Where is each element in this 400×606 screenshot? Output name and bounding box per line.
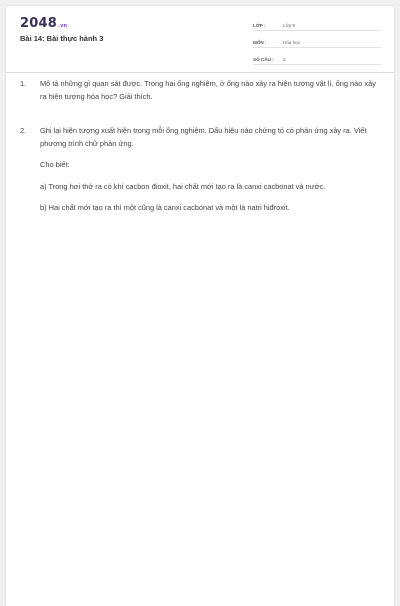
given-label: Cho biết: [40,160,70,169]
document-header [6,6,394,73]
given-item-a: a) Trong hơi thở ra có khí cacbon đioxit, hai chất mới tạo ra là canxi cacbonat và nước. [40,181,326,191]
meta-key: SỐ CÂU : [253,57,274,62]
meta-value: Hóa học [283,40,301,45]
question-body [40,78,384,112]
question-number: 1. [20,79,27,88]
question-number: 2. [20,126,27,135]
meta-row-subject [253,33,381,48]
logo-suffix: .vn [57,23,68,29]
meta-info [253,16,381,67]
question-item [20,125,384,224]
document-page [6,6,394,606]
meta-value: Lớp 8 [283,23,295,28]
given-item-b: b) Hai chất mới tạo ra thì một cũng là canxi cacbonat và một là natri hiđroxit. [40,203,290,212]
question-text: Mô tả những gì quan sát được. Trong hai ống nghiệm, ở ống nào xảy ra hiện tượng vật lí, ống nào xảy ra hiện tượng hóa học? Giải thích. [40,79,376,101]
lesson-title: Bài 14: Bài thực hành 3 [20,34,104,43]
meta-value: 2 [283,57,286,62]
site-logo[interactable] [20,16,67,31]
meta-key: LỚP : [253,23,266,28]
meta-row-class [253,16,381,31]
question-body [40,125,384,224]
question-text: Ghi lại hiện tượng xuất hiện trong mỗi ống nghiệm. Dấu hiệu nào chứng tỏ có phản ứng xảy ra. Viết phương trình chữ phản ứng. [40,126,367,148]
meta-key: MÔN : [253,40,267,45]
question-list [20,78,384,237]
logo-text: 2048 [20,16,57,31]
question-item [20,78,384,112]
meta-row-question-count [253,50,381,65]
